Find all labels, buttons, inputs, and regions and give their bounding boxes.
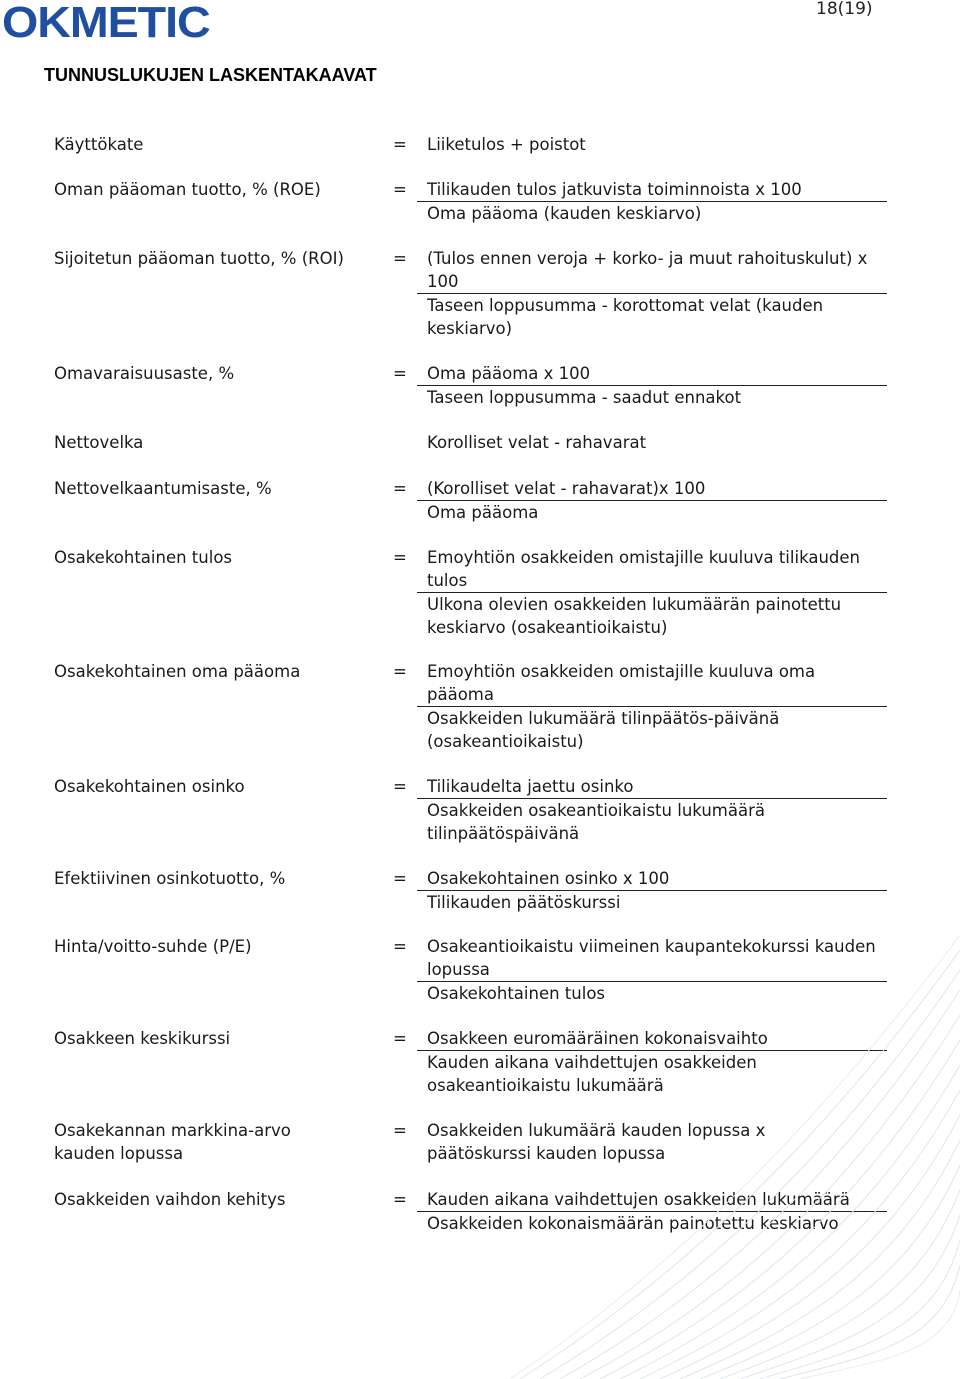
formula-numerator: Kauden aikana vaihdettujen osakkeiden lukumäärä bbox=[417, 1188, 887, 1212]
formula-markkina-arvo bbox=[427, 1119, 787, 1165]
term-nettovelkaantumisaste: Nettovelkaantumisaste, % bbox=[54, 479, 272, 498]
term-osakkeiden-vaihdon-kehitys: Osakkeiden vaihdon kehitys bbox=[54, 1190, 286, 1209]
term-nettovelka: Nettovelka bbox=[54, 433, 144, 452]
formula-numerator: Oma pääoma x 100 bbox=[417, 362, 887, 386]
equals-sign: = bbox=[393, 1029, 407, 1048]
formula-osakekohtainen-osinko bbox=[427, 775, 887, 845]
formula-numerator: (Korolliset velat - rahavarat)x 100 bbox=[417, 477, 887, 501]
equals-sign: = bbox=[393, 548, 407, 567]
formula-efektiivinen-osinkotuotto bbox=[427, 867, 887, 914]
formula-denominator: Taseen loppusumma - saadut ennakot bbox=[427, 388, 742, 407]
term-markkina-arvo: Osakekannan markkina-arvo kauden lopussa bbox=[54, 1121, 291, 1163]
term-osakekohtainen-tulos: Osakekohtainen tulos bbox=[54, 548, 233, 567]
formula-expression: Liiketulos + poistot bbox=[427, 135, 586, 154]
term-omavaraisuusaste: Omavaraisuusaste, % bbox=[54, 364, 235, 383]
formula-roi bbox=[427, 247, 887, 340]
term-pe-suhde: Hinta/voitto-suhde (P/E) bbox=[54, 937, 252, 956]
equals-sign: = bbox=[393, 249, 407, 268]
page-number: 18(19) bbox=[816, 0, 873, 19]
term-osakekohtainen-osinko: Osakekohtainen osinko bbox=[54, 777, 245, 796]
formula-omavaraisuusaste bbox=[427, 362, 887, 409]
formula-osakkeen-keskikurssi bbox=[427, 1027, 887, 1097]
term-roe: Oman pääoman tuotto, % (ROE) bbox=[54, 180, 321, 199]
equals-sign: = bbox=[393, 364, 407, 383]
formula-numerator: Osakeantioikaistu viimeinen kaupantekokurssi kauden lopussa bbox=[417, 935, 887, 982]
formula-numerator: (Tulos ennen veroja + korko- ja muut rahoituskulut) x 100 bbox=[417, 247, 887, 294]
equals-sign: = bbox=[393, 180, 407, 199]
formula-pe-suhde bbox=[427, 935, 887, 1005]
formula-denominator: Taseen loppusumma - korottomat velat (kauden keskiarvo) bbox=[427, 296, 824, 338]
equals-sign: = bbox=[393, 1121, 407, 1140]
term-osakekohtainen-oma-paaoma: Osakekohtainen oma pääoma bbox=[54, 662, 301, 681]
formula-denominator: Ulkona olevien osakkeiden lukumäärän painotettu keskiarvo (osakeantioikaistu) bbox=[427, 595, 842, 637]
formula-osakkeiden-vaihdon-kehitys bbox=[427, 1188, 887, 1235]
formula-denominator: Osakkeiden kokonaismäärän painotettu keskiarvo bbox=[427, 1214, 839, 1233]
equals-sign: = bbox=[393, 479, 407, 498]
equals-sign: = bbox=[393, 777, 407, 796]
formula-denominator: Osakkeiden lukumäärä tilinpäätös-päivänä (osakeantioikaistu) bbox=[427, 709, 780, 751]
formula-denominator: Oma pääoma bbox=[427, 503, 539, 522]
formula-kayttokate bbox=[427, 133, 887, 156]
formula-denominator: Osakekohtainen tulos bbox=[427, 984, 606, 1003]
formula-denominator: Tilikauden päätöskurssi bbox=[427, 893, 621, 912]
formula-numerator: Tilikaudelta jaettu osinko bbox=[417, 775, 887, 799]
equals-sign: = bbox=[393, 662, 407, 681]
company-logo: OKMETIC bbox=[2, 0, 210, 47]
equals-sign: = bbox=[393, 869, 407, 888]
equals-sign: = bbox=[393, 937, 407, 956]
formula-nettovelkaantumisaste bbox=[427, 477, 887, 524]
term-efektiivinen-osinkotuotto: Efektiivinen osinkotuotto, % bbox=[54, 869, 286, 888]
term-kayttokate: Käyttökate bbox=[54, 135, 144, 154]
formula-osakekohtainen-tulos bbox=[427, 546, 887, 639]
formula-numerator: Osakekohtainen osinko x 100 bbox=[417, 867, 887, 891]
formula-denominator: Oma pääoma (kauden keskiarvo) bbox=[427, 204, 702, 223]
formula-expression: Korolliset velat - rahavarat bbox=[427, 433, 647, 452]
equals-sign: = bbox=[393, 135, 407, 154]
term-osakkeen-keskikurssi: Osakkeen keskikurssi bbox=[54, 1029, 231, 1048]
formula-nettovelka bbox=[427, 431, 887, 454]
formula-denominator: Osakkeiden osakeantioikaistu lukumäärä tilinpäätöspäivänä bbox=[427, 801, 765, 843]
formula-numerator: Emoyhtiön osakkeiden omistajille kuuluva tilikauden tulos bbox=[417, 546, 887, 593]
formula-denominator: Kauden aikana vaihdettujen osakkeiden osakeantioikaistu lukumäärä bbox=[427, 1053, 757, 1095]
formula-numerator: Tilikauden tulos jatkuvista toiminnoista x 100 bbox=[417, 178, 887, 202]
formula-roe bbox=[427, 178, 887, 225]
formula-numerator: Osakkeen euromääräinen kokonaisvaihto bbox=[417, 1027, 887, 1051]
formula-numerator: Emoyhtiön osakkeiden omistajille kuuluva oma pääoma bbox=[417, 660, 887, 707]
page-title: TUNNUSLUKUJEN LASKENTAKAAVAT bbox=[44, 65, 377, 85]
formula-osakekohtainen-oma-paaoma bbox=[427, 660, 887, 753]
formula-expression: Osakkeiden lukumäärä kauden lopussa x päätöskurssi kauden lopussa bbox=[427, 1121, 766, 1163]
term-roi: Sijoitetun pääoman tuotto, % (ROI) bbox=[54, 249, 344, 268]
equals-sign: = bbox=[393, 1190, 407, 1209]
